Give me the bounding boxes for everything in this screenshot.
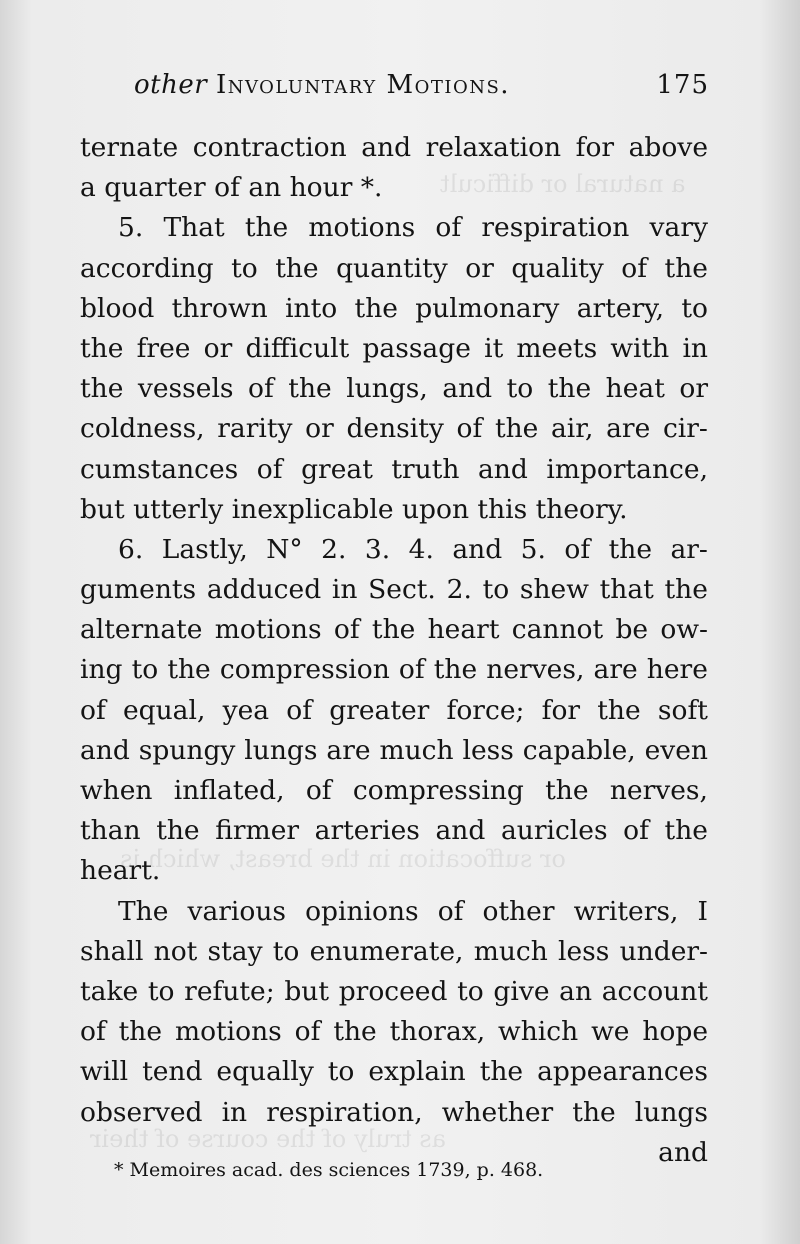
- text-line: take to refute; but proceed to give an account: [80, 975, 708, 1007]
- text-line: the vessels of the lungs, and to the heat or: [80, 373, 708, 405]
- text-line: a quarter of an hour *.: [80, 172, 383, 204]
- main-text-block: [80, 128, 708, 1173]
- text-line: will tend equally to explain the appearances: [80, 1056, 708, 1088]
- running-header: [134, 70, 709, 114]
- text-line: alternate motions of the heart cannot be ow-: [80, 614, 708, 646]
- text-line: heart.: [80, 855, 161, 887]
- text-line: of the motions of the thorax, which we hope: [80, 1016, 708, 1048]
- text-line: than the firmer arteries and auricles of the: [80, 815, 708, 847]
- running-title-italic: other: [134, 70, 208, 100]
- text-line: shall not stay to enumerate, much less under-: [80, 935, 708, 967]
- show-through-text: or suffocation in the breast, which is: [120, 845, 566, 873]
- text-line: the free or difficult passage it meets with in: [80, 332, 708, 364]
- show-through-text: as truly of the course of their: [90, 1125, 446, 1153]
- text-line: of equal, yea of greater force; for the soft: [80, 694, 708, 726]
- text-line-para-start: The various opinions of other writers, I: [118, 895, 708, 927]
- page-number: 175: [656, 70, 709, 100]
- running-title-caps: Involuntary Motions.: [215, 70, 511, 100]
- text-line: ing to the compression of the nerves, are here: [80, 654, 708, 686]
- show-through-text: a natural or difficult: [440, 170, 686, 198]
- text-line: coldness, rarity or density of the air, are cir-: [80, 413, 708, 445]
- text-line-para-start: 6. Lastly, N° 2. 3. 4. and 5. of the ar-: [118, 533, 708, 565]
- text-line: when inflated, of compressing the nerves,: [80, 775, 708, 806]
- text-line: blood thrown into the pulmonary artery, to: [80, 292, 708, 324]
- running-title: [134, 70, 510, 100]
- text-line: and spungy lungs are much less capable, even: [80, 734, 708, 766]
- text-line: but utterly inexplicable upon this theory.: [80, 493, 628, 525]
- text-line: ternate contraction and relaxation for above: [80, 132, 708, 163]
- catchword: and: [658, 1136, 708, 1168]
- text-line: cumstances of great truth and importance,: [80, 453, 708, 485]
- text-line-para-start: 5. That the motions of respiration vary: [118, 212, 708, 244]
- text-line: guments adduced in Sect. 2. to shew that the: [80, 574, 708, 606]
- text-line: observed in respiration, whether the lungs: [80, 1096, 708, 1128]
- footnote: * Memoires acad. des sciences 1739, p. 468.: [114, 1159, 544, 1181]
- text-line: according to the quantity or quality of the: [80, 252, 708, 284]
